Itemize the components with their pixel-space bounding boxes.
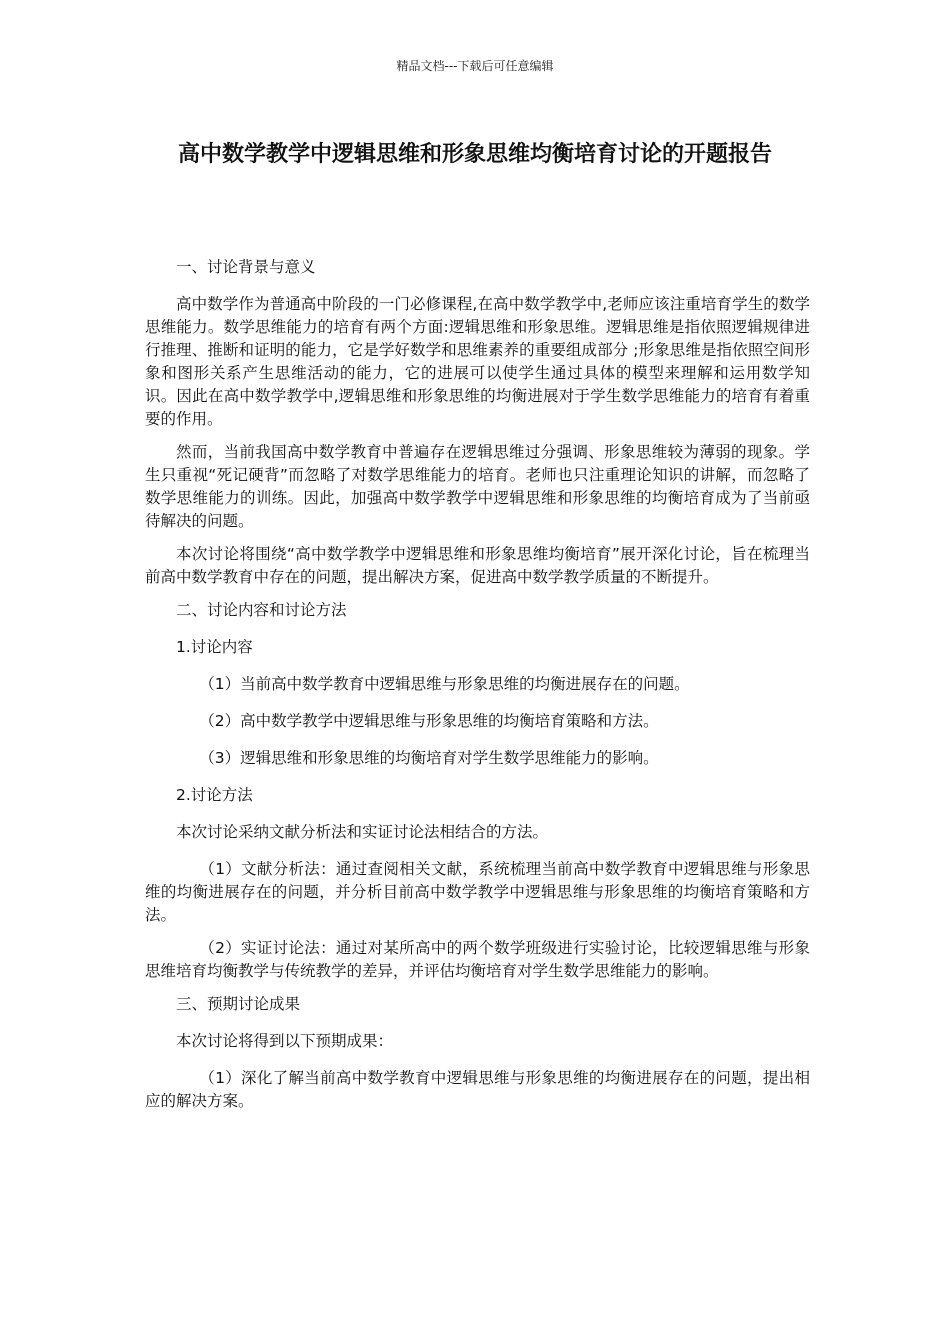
paragraph-3: 本次讨论将围绕“高中数学教学中逻辑思维和形象思维均衡培育”展开深化讨论，旨在梳理当前高中数学教育中存在的问题，提出解决方案，促进高中数学教学质量的不断提升。 xyxy=(145,545,810,586)
section-heading-content-methods: 二、讨论内容和讨论方法 xyxy=(176,601,347,619)
methods-intro: 本次讨论采纳文献分析法和实证讨论法相结合的方法。 xyxy=(176,823,549,841)
content-item-2: （2）高中数学教学中逻辑思维与形象思维的均衡培育策略和方法。 xyxy=(199,712,659,730)
subheading-methods: 2.讨论方法 xyxy=(176,786,253,804)
content-item-3: （3）逻辑思维和形象思维的均衡培育对学生数学思维能力的影响。 xyxy=(199,749,659,767)
results-intro: 本次讨论将得到以下预期成果： xyxy=(176,1032,394,1050)
document-title: 高中数学教学中逻辑思维和形象思维均衡培育讨论的开题报告 xyxy=(177,142,772,167)
method-item-2: （2）实证讨论法：通过对某所高中的两个数学班级进行实验讨论，比较逻辑思维与形象思维培育均衡教学与传统教学的差异，并评估均衡培育对学生数学思维能力的影响。 xyxy=(145,939,810,980)
content-item-1: （1）当前高中数学教育中逻辑思维与形象思维的均衡进展存在的问题。 xyxy=(199,675,690,693)
document-body xyxy=(145,256,810,1123)
result-item-1: （1）深化了解当前高中数学教育中逻辑思维与形象思维的均衡进展存在的问题，提出相应的解决方案。 xyxy=(145,1069,810,1110)
section-heading-results: 三、预期讨论成果 xyxy=(176,995,301,1013)
section-heading-background: 一、讨论背景与意义 xyxy=(176,258,316,276)
subheading-content: 1.讨论内容 xyxy=(176,638,253,656)
header-note: 精品文档---下载后可任意编辑 xyxy=(396,59,554,73)
paragraph-2: 然而，当前我国高中数学教育中普遍存在逻辑思维过分强调、形象思维较为薄弱的现象。学生只重视“死记硬背”而忽略了对数学思维能力的培育。老师也只注重理论知识的讲解，而忽略了数学思维能力的训练。因此，加强高中数学教学中逻辑思维和形象思维的均衡培育成为了当前亟待解决的问题。 xyxy=(145,443,810,530)
paragraph-1: 高中数学作为普通高中阶段的一门必修课程,在高中数学教学中,老师应该注重培育学生的数学思维能力。数学思维能力的培育有两个方面:逻辑思维和形象思维。逻辑思维是指依照逻辑规律进行推理、推断和证明的能力，它是学好数学和思维素养的重要组成部分 ;形象思维是指依照空间形象和图形关系产生思维活动的能力，它的进展可以使学生通过具体的模型来理解和运用数学知识。因此在高中数学教学中,逻辑思维和形象思维的均衡进展对于学生数学思维能力的培育有着重要的作用。 xyxy=(145,295,810,428)
method-item-1: （1）文献分析法：通过查阅相关文献，系统梳理当前高中数学教育中逻辑思维与形象思维的均衡进展存在的问题，并分析目前高中数学教学中逻辑思维与形象思维的均衡培育策略和方法。 xyxy=(145,860,810,924)
